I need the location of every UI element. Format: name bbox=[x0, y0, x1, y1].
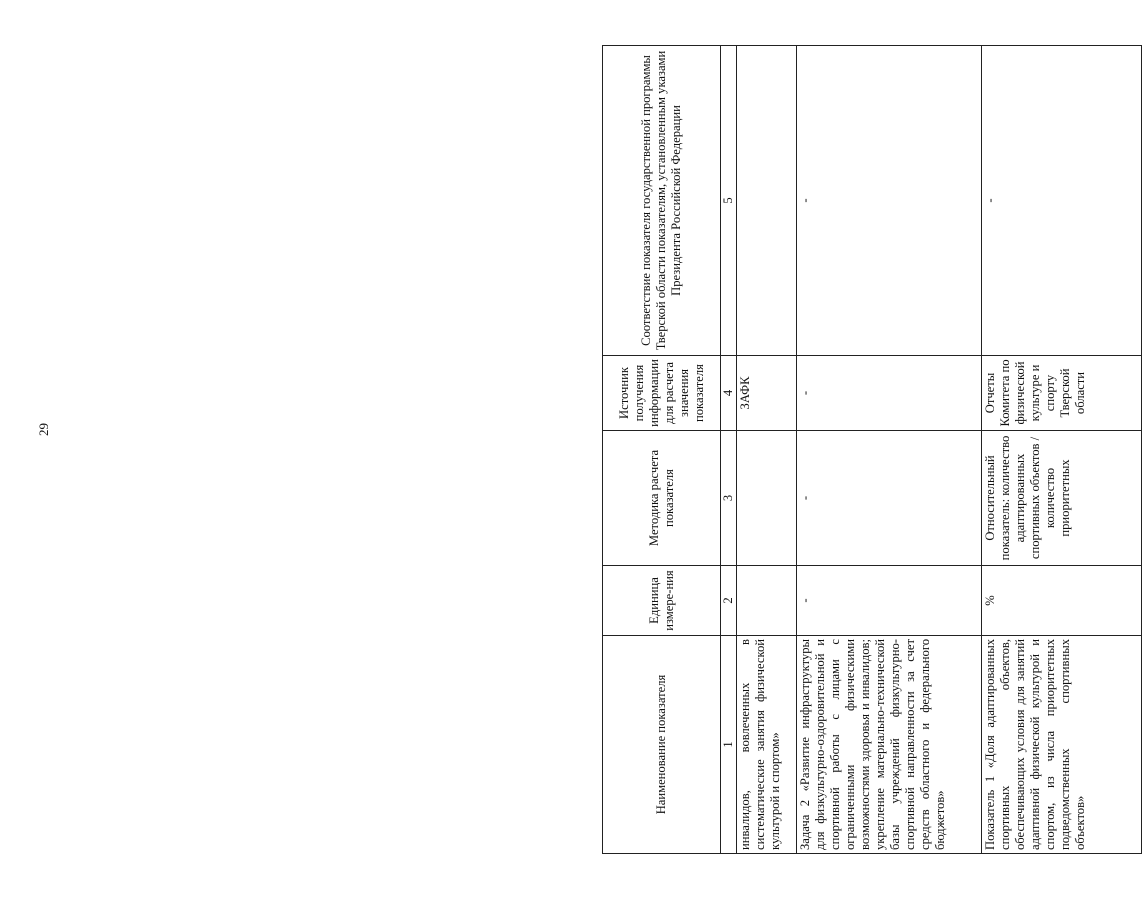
unit-cell bbox=[737, 566, 797, 636]
column-header-unit: Единица измере-ния bbox=[603, 566, 721, 636]
rotated-page bbox=[602, 46, 1142, 854]
method-cell bbox=[737, 431, 797, 566]
column-number: 5 bbox=[721, 46, 737, 356]
column-header-source: Источник получения информации для расчета значения показателя bbox=[603, 356, 721, 431]
unit-cell: % bbox=[982, 566, 1142, 636]
source-cell: ЗАФК bbox=[737, 356, 797, 431]
method-cell: - bbox=[797, 431, 982, 566]
compliance-cell bbox=[737, 46, 797, 356]
method-cell: Относительный показатель: количество адаптированных спортивных объектов / количество приоритетных bbox=[982, 431, 1142, 566]
indicator-name-cell: Показатель 1 «Доля адаптированных спортивных объектов, обеспечивающих условия для занятий адаптивной физической культурой и спортом, из числа приоритетных подведомственных спортивных объектов» bbox=[982, 636, 1142, 854]
column-number: 2 bbox=[721, 566, 737, 636]
indicator-name-cell: Задача 2 «Развитие инфраструктуры для физкультурно-оздоровительной и спортивной работы с лицами с ограниченными физическими возможностями здоровья и инвалидов; укрепление материально-технической базы учреждений физкультурно-спортивной направленности за счет средств областного и федерального бюджетов» bbox=[797, 636, 982, 854]
column-header-name: Наименование показателя bbox=[603, 636, 721, 854]
table-row bbox=[737, 46, 797, 854]
column-number: 3 bbox=[721, 431, 737, 566]
page-number: 29 bbox=[36, 423, 51, 436]
source-cell: Отчеты Комитета по физической культуре и спорту Тверской области bbox=[982, 356, 1142, 431]
column-header-compliance: Соответствие показателя государственной программы Тверской области показателям, установленным указами Президента Российской Федерации bbox=[603, 46, 721, 356]
compliance-cell: - bbox=[982, 46, 1142, 356]
table-row bbox=[982, 46, 1142, 854]
indicator-name-cell: инвалидов, вовлеченных в систематические занятия физической культурой и спортом» bbox=[737, 636, 797, 854]
table-row bbox=[797, 46, 982, 854]
column-number: 4 bbox=[721, 356, 737, 431]
column-numbers-row bbox=[721, 46, 737, 854]
indicators-table bbox=[602, 45, 1142, 854]
unit-cell: - bbox=[797, 566, 982, 636]
source-cell: - bbox=[797, 356, 982, 431]
column-header-method: Методика расчета показателя bbox=[603, 431, 721, 566]
header-row bbox=[603, 46, 721, 854]
compliance-cell: - bbox=[797, 46, 982, 356]
column-number: 1 bbox=[721, 636, 737, 854]
